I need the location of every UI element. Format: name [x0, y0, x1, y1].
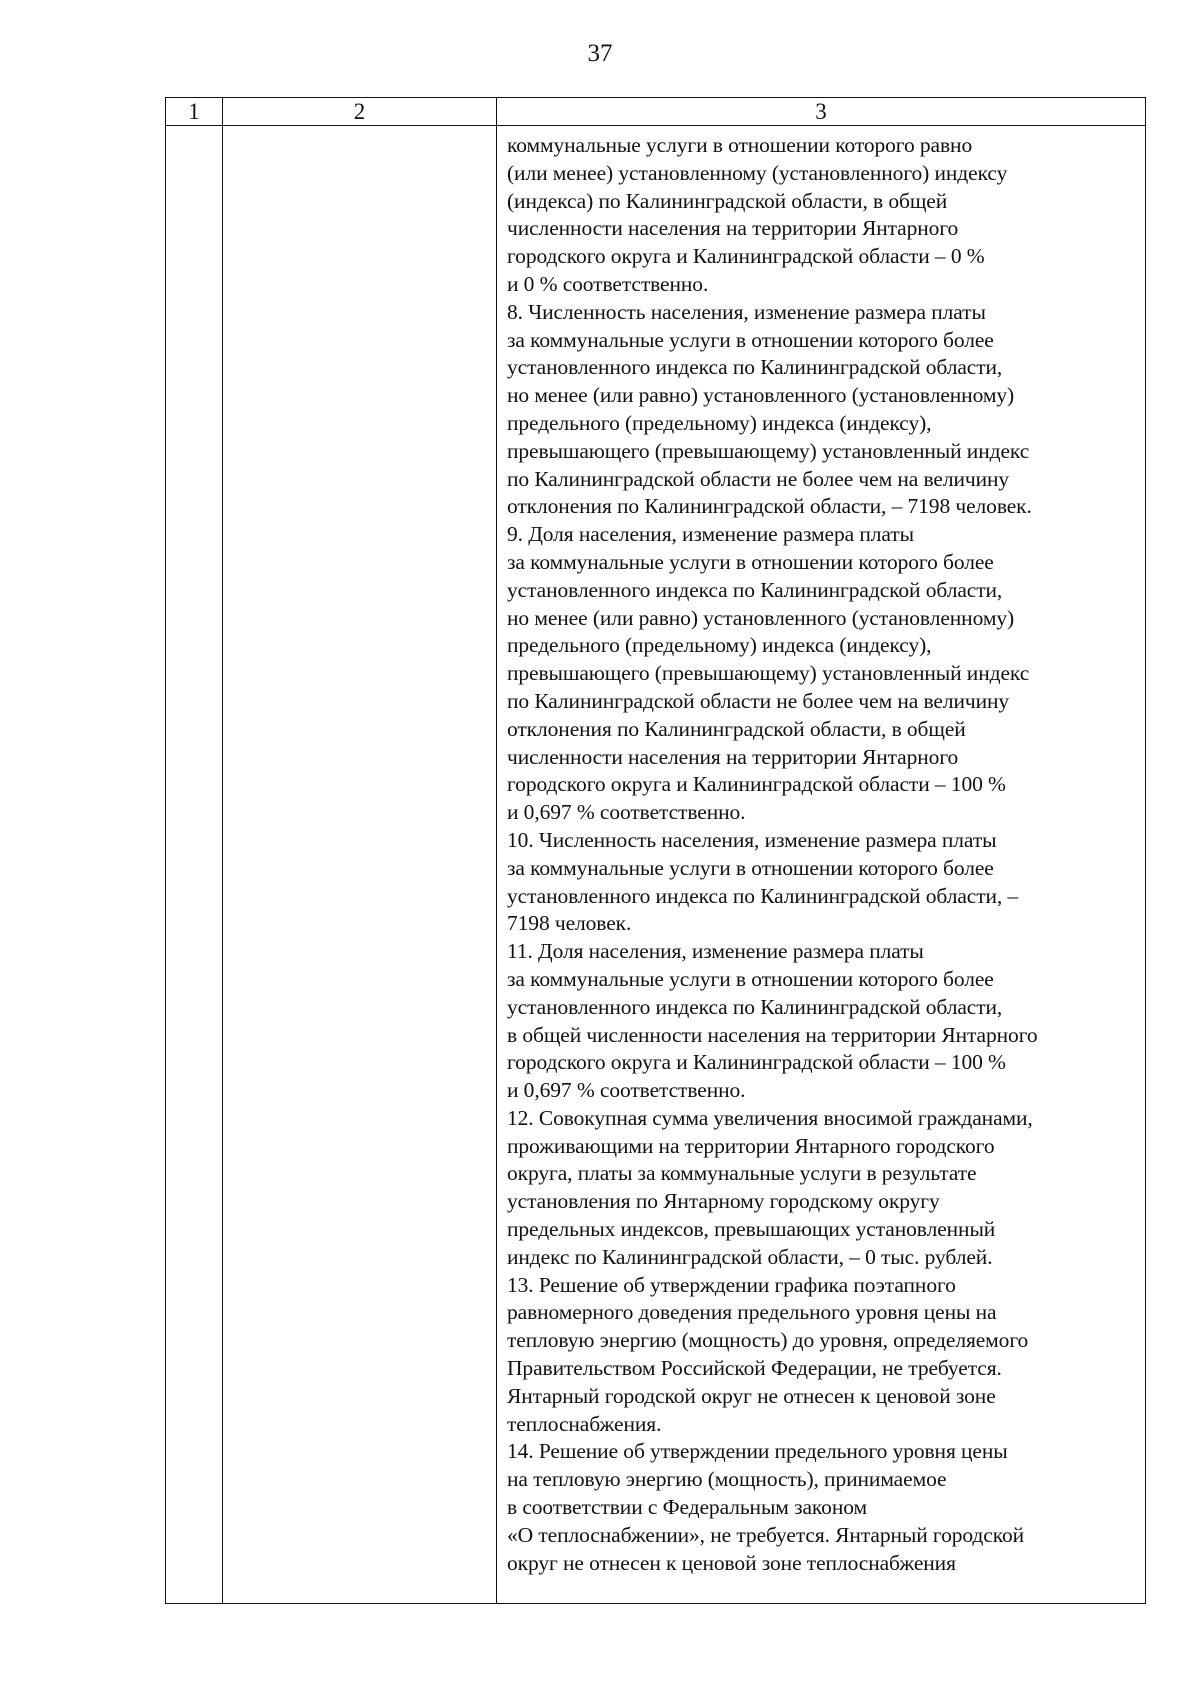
text-line: превышающего (превышающему) установленный индекс — [507, 661, 1030, 686]
text-line: но менее (или равно) установленного (установленному) — [507, 605, 1015, 630]
text-line: 8. Численность населения, изменение размера платы — [507, 299, 986, 324]
text-line: численности населения на территории Янтарного — [507, 216, 959, 241]
text-line: за коммунальные услуги в отношении которого более — [507, 966, 994, 991]
text-line: отклонения по Калининградской области, в общей — [507, 716, 966, 741]
text-line: за коммунальные услуги в отношении которого более — [507, 855, 994, 880]
text-line: по Калининградской области не более чем на величину — [507, 466, 1010, 491]
text-line: 11. Доля населения, изменение размера платы — [507, 939, 924, 964]
text-line: но менее (или равно) установленного (установленному) — [507, 383, 1015, 408]
text-line: в общей численности населения на территории Янтарного — [507, 1022, 1038, 1047]
text-line: теплоснабжения. — [507, 1411, 662, 1436]
cell-col-2 — [223, 126, 497, 1604]
text-line: (индекса) по Калининградской области, в общей — [507, 188, 948, 213]
text-line: Янтарный городской округ не отнесен к ценовой зоне — [507, 1383, 996, 1408]
text-line: тепловую энергию (мощность) до уровня, определяемого — [507, 1328, 1029, 1353]
text-line: 12. Совокупная сумма увеличения вносимой гражданами, — [507, 1105, 1033, 1130]
table-header-row — [166, 98, 1146, 126]
text-line: 10. Численность населения, изменение размера платы — [507, 827, 997, 852]
text-line: 14. Решение об утверждении предельного уровня цены — [507, 1439, 1008, 1464]
text-line: превышающего (превышающему) установленный индекс — [507, 438, 1030, 463]
text-line: равномерного доведения предельного уровня цены на — [507, 1300, 997, 1325]
text-line: 13. Решение об утверждении графика поэтапного — [507, 1272, 956, 1297]
text-line: предельных индексов, превышающих установленный — [507, 1217, 996, 1242]
text-line: численности населения на территории Янтарного — [507, 744, 959, 769]
text-line: «О теплоснабжении», не требуется. Янтарный городской — [507, 1522, 1025, 1547]
column-header-1: 1 — [166, 98, 223, 126]
text-line: 7198 человек. — [507, 911, 632, 936]
text-line: предельного (предельному) индекса (индексу), — [507, 410, 932, 435]
text-line: по Калининградской области не более чем на величину — [507, 688, 1010, 713]
document-table — [165, 97, 1146, 1604]
text-line: и 0,697 % соответственно. — [507, 1078, 746, 1103]
text-line: на тепловую энергию (мощность), принимаемое — [507, 1467, 947, 1492]
text-line: городского округа и Калининградской области – 0 % — [507, 244, 985, 269]
text-line: 9. Доля населения, изменение размера платы — [507, 522, 914, 547]
text-line: и 0 % соответственно. — [507, 271, 709, 296]
page-number: 37 — [587, 40, 613, 67]
text-line: за коммунальные услуги в отношении которого более — [507, 327, 994, 352]
text-line: установленного индекса по Калининградской области, — [507, 577, 1003, 602]
text-line: проживающими на территории Янтарного городского — [507, 1133, 995, 1158]
text-line: установленного индекса по Калининградской области, — [507, 994, 1003, 1019]
text-line: отклонения по Калининградской области, – 7198 человек. — [507, 494, 1032, 519]
cell-col-3-text — [497, 126, 1146, 1604]
column-header-2: 2 — [223, 98, 497, 126]
text-line: установления по Янтарному городскому округу — [507, 1189, 940, 1214]
text-line: индекс по Калининградской области, – 0 тыс. рублей. — [507, 1244, 993, 1269]
text-line: округ не отнесен к ценовой зоне теплоснабжения — [507, 1550, 956, 1575]
text-line: установленного индекса по Калининградской области, – — [507, 883, 1019, 908]
table-row — [166, 126, 1146, 1604]
text-line: округа, платы за коммунальные услуги в результате — [507, 1161, 977, 1186]
text-line: предельного (предельному) индекса (индексу), — [507, 633, 932, 658]
text-line: (или менее) установленному (установленного) индексу — [507, 160, 1008, 185]
column-header-3: 3 — [497, 98, 1146, 126]
text-line: коммунальные услуги в отношении которого равно — [507, 133, 973, 157]
text-line: Правительством Российской Федерации, не требуется. — [507, 1356, 1002, 1381]
cell-col-1 — [166, 126, 223, 1604]
text-line: установленного индекса по Калининградской области, — [507, 355, 1003, 380]
text-line: в соответствии с Федеральным законом — [507, 1495, 867, 1520]
text-line: и 0,697 % соответственно. — [507, 800, 746, 825]
text-line: городского округа и Калининградской области – 100 % — [507, 1050, 1006, 1075]
text-line: городского округа и Калининградской области – 100 % — [507, 772, 1006, 797]
text-line: за коммунальные услуги в отношении которого более — [507, 549, 994, 574]
